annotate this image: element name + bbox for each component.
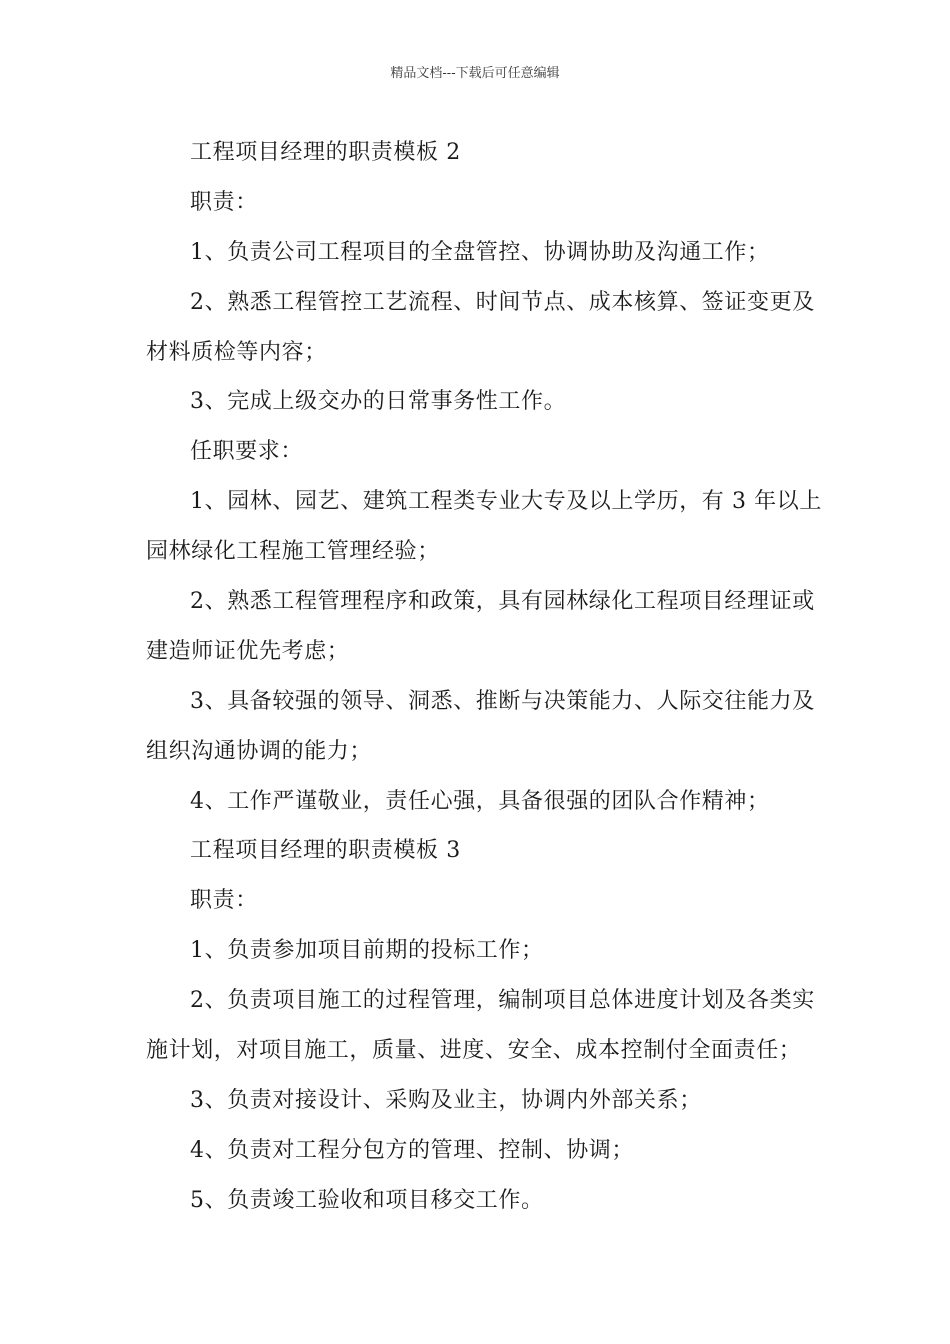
paragraph-line: 2、熟悉工程管控工艺流程、时间节点、成本核算、签证变更及 [190, 289, 815, 315]
document-body [146, 128, 822, 1226]
paragraph-line: 园林绿化工程施工管理经验； [146, 539, 440, 565]
paragraph-line: 5、负责竣工验收和项目移交工作。 [190, 1187, 544, 1213]
paragraph-line: 2、负责项目施工的过程管理，编制项目总体进度计划及各类实 [190, 988, 815, 1014]
section-title-template-3: 工程项目经理的职责模板 3 [190, 838, 461, 864]
paragraph-line: 1、负责公司工程项目的全盘管控、协调协助及沟通工作； [190, 239, 770, 265]
paragraph-line: 1、园林、园艺、建筑工程类专业大专及以上学历，有 3 年以上 [190, 489, 822, 515]
paragraph-line: 施计划，对项目施工，质量、进度、安全、成本控制付全面责任； [146, 1038, 802, 1064]
paragraph-line: 3、完成上级交办的日常事务性工作。 [190, 389, 567, 415]
paragraph-line: 2、熟悉工程管理程序和政策，具有园林绿化工程项目经理证或 [190, 589, 815, 615]
paragraph-line: 1、负责参加项目前期的投标工作； [190, 938, 544, 964]
page-header: 精品文档---下载后可任意编辑 [390, 66, 560, 81]
paragraph-line: 3、负责对接设计、采购及业主，协调内外部关系； [190, 1087, 702, 1113]
requirements-heading: 任职要求： [190, 439, 304, 465]
paragraph-line: 建造师证优先考虑； [146, 638, 350, 664]
paragraph-line: 3、具备较强的领导、洞悉、推断与决策能力、人际交往能力及 [190, 688, 815, 714]
paragraph-line: 组织沟通协调的能力； [146, 738, 373, 764]
paragraph-line: 材料质检等内容； [146, 339, 327, 365]
paragraph-line: 4、负责对工程分包方的管理、控制、协调； [190, 1137, 634, 1163]
duties-heading: 职责： [190, 189, 258, 215]
section-title-template-2: 工程项目经理的职责模板 2 [190, 140, 461, 165]
paragraph-line: 4、工作严谨敬业，责任心强，具备很强的团队合作精神； [190, 788, 770, 814]
duties-heading: 职责： [190, 888, 258, 914]
